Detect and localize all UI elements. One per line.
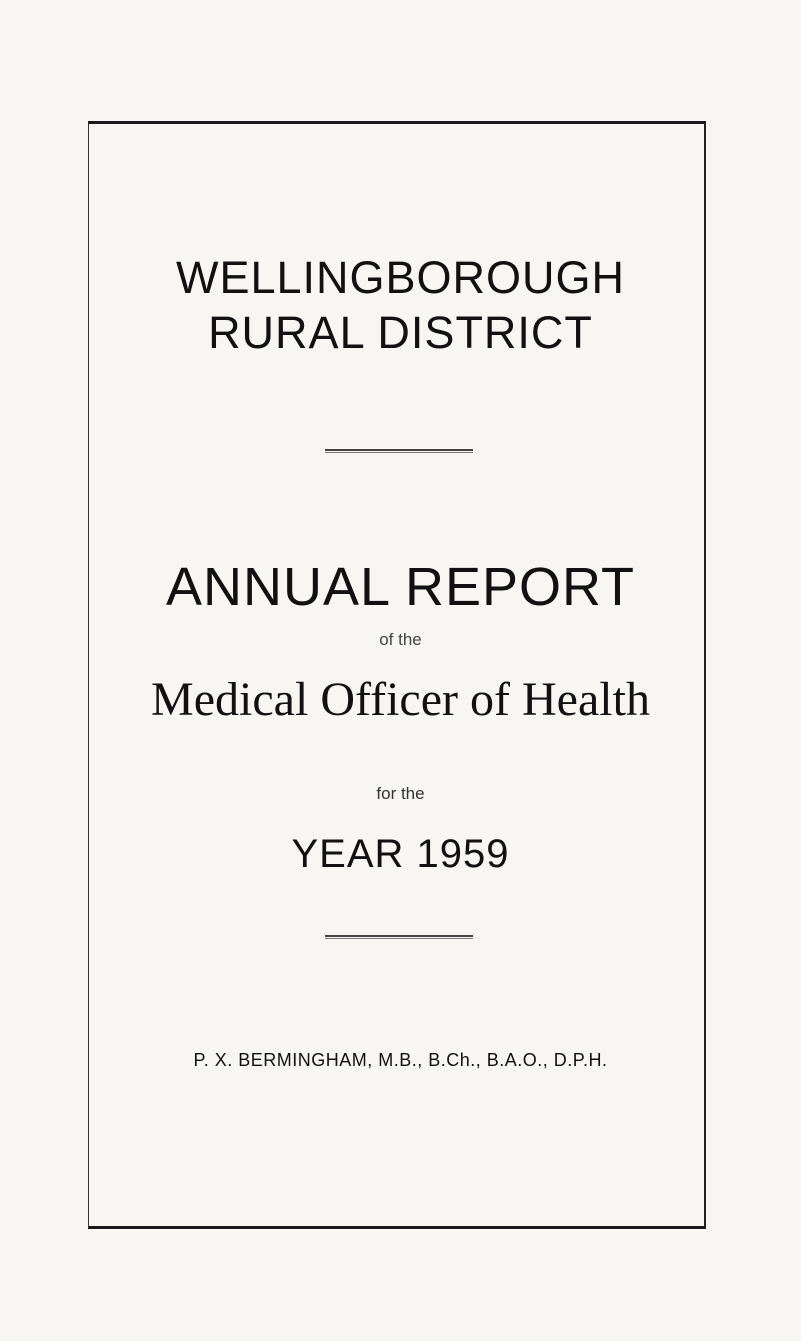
- for-the-text: for the: [376, 784, 425, 803]
- report-heading: ANNUAL REPORT: [165, 557, 636, 617]
- report-year: YEAR 1959: [291, 832, 510, 876]
- divider-bottom: [325, 935, 473, 937]
- officer-title: Medical Officer of Health: [151, 673, 650, 726]
- divider-top: [325, 449, 473, 451]
- author-credit: P. X. BERMINGHAM, M.B., B.Ch., B.A.O., D.P.H.: [193, 1050, 608, 1070]
- of-the-text: of the: [379, 630, 422, 649]
- divider-bottom-thin: [325, 938, 473, 939]
- divider-top-thin: [325, 452, 473, 453]
- title-line-2: RURAL DISTRICT: [208, 307, 593, 358]
- title-line-1: WELLINGBOROUGH: [175, 252, 626, 303]
